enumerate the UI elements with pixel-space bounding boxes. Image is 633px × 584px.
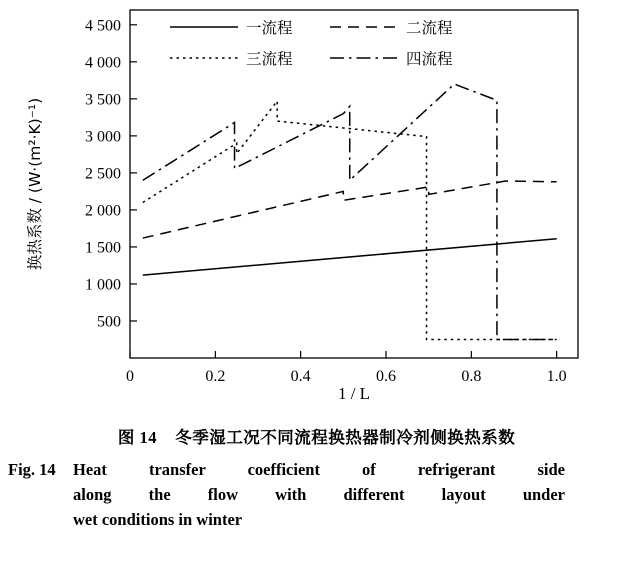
caption-english-lines xyxy=(73,457,565,532)
x-tick-label: 0 xyxy=(126,368,134,385)
legend-label: 三流程 xyxy=(246,50,293,68)
plot-border xyxy=(130,10,578,358)
y-tick-label: 4 000 xyxy=(85,54,121,72)
x-tick-label: 0.4 xyxy=(290,368,311,385)
figure-caption xyxy=(0,424,633,532)
y-axis-title: 换热系数 / (W·(m²·K)⁻¹) xyxy=(26,97,44,271)
legend-label: 二流程 xyxy=(406,19,453,37)
x-tick-label: 1.0 xyxy=(546,368,567,385)
caption-chinese-label: 图 14 xyxy=(117,428,157,447)
y-tick-label: 1 000 xyxy=(85,276,121,294)
y-tick-label: 4 500 xyxy=(85,17,121,35)
y-tick-label: 2 500 xyxy=(85,165,121,183)
y-axis xyxy=(85,17,137,330)
y-tick-label: 3 000 xyxy=(85,128,121,146)
plot-frame xyxy=(130,10,578,358)
x-tick-label: 0.8 xyxy=(461,368,482,385)
x-tick-label: 0.2 xyxy=(205,368,226,385)
x-axis-title: 1 / L xyxy=(337,384,371,403)
caption-english-label: Fig. 14 xyxy=(8,460,56,479)
legend-label: 四流程 xyxy=(406,50,453,68)
caption-english-line-3: wet conditions in winter xyxy=(73,510,243,530)
y-tick-label: 1 500 xyxy=(85,239,121,257)
y-tick-label: 2 000 xyxy=(85,202,121,220)
y-tick-label: 3 500 xyxy=(85,91,121,109)
caption-english-line-2: along the flow with different layout under xyxy=(73,485,565,505)
x-tick-label: 0.6 xyxy=(376,368,396,385)
caption-english-line-1: Heat transfer coefficient of refrigerant side xyxy=(73,460,565,479)
legend-label: 一流程 xyxy=(246,19,293,37)
caption-english xyxy=(0,457,633,532)
caption-chinese-text: 冬季湿工况不同流程换热器制冷剂侧换热系数 xyxy=(175,428,516,447)
caption-chinese xyxy=(0,424,633,448)
y-tick-label: 500 xyxy=(97,313,121,331)
